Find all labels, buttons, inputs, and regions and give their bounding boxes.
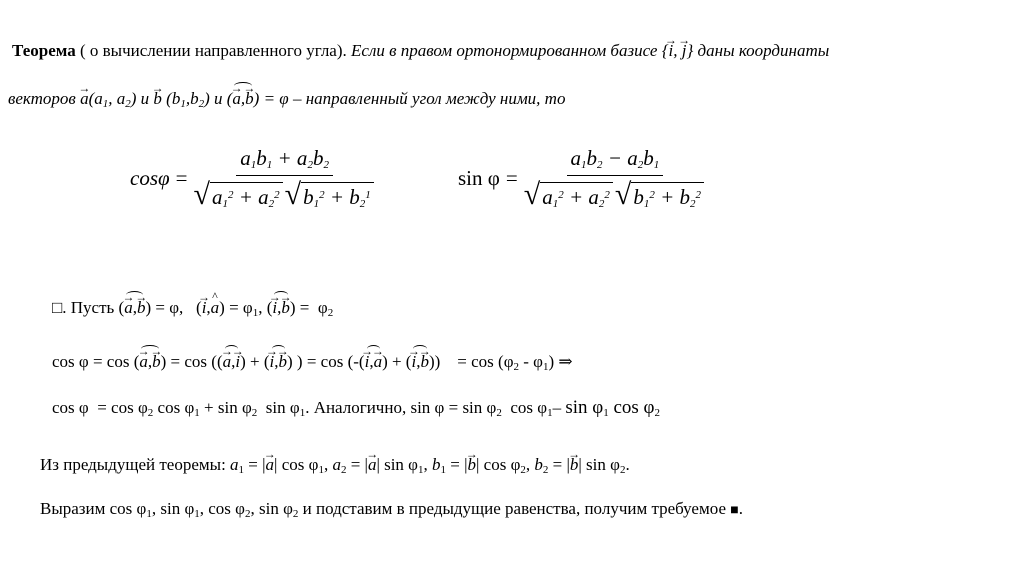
sin-equals: = bbox=[505, 165, 518, 190]
coords-b: $(b_1,b_2)$ и ( bbox=[161, 89, 233, 110]
root-b2: √ $b_1^2 + b_2^2$ bbox=[615, 180, 704, 210]
theorem-statement-line-2 bbox=[8, 84, 565, 110]
root-a: √ $a_1^2 + a_2^2$ bbox=[193, 180, 282, 210]
sin-denominator bbox=[524, 176, 706, 210]
proof-line-5: Выразим $\cos \varphi_1$, $\sin \varphi_1$, $\cos \varphi_2$, $\sin \varphi_2$ и подставим в предыдущие равенства, получим требуемое ■. bbox=[40, 499, 743, 520]
cos-denominator bbox=[193, 176, 375, 210]
sin-formula bbox=[458, 146, 706, 210]
angle-ab bbox=[232, 84, 253, 110]
sin-fraction bbox=[524, 146, 706, 210]
theorem-subtitle: ( о вычислении направленного угла). bbox=[79, 41, 347, 60]
vector-a: → a bbox=[80, 88, 89, 110]
condition-text-end: } даны координаты bbox=[686, 41, 830, 60]
angle-vector-a: → a bbox=[232, 88, 241, 110]
qed-mark: ■ bbox=[730, 503, 739, 518]
line2-end: ) = φ – направленный угол между ними, то bbox=[253, 89, 566, 108]
proof-line-4: Из предыдущей теоремы: $a_1$ = |→ a| $\cos \varphi_1$, $a_2$ = |→ a| $\sin \varphi_1$, $b_1$ = |→ b| $\cos \varphi_2$, $b_2$ = |→ b| $\sin \varphi_2$. bbox=[40, 454, 630, 476]
vector-b: → b bbox=[153, 88, 162, 110]
condition-text: Если в правом ортонормированном базисе { bbox=[351, 41, 669, 60]
basis-vector-j: → j bbox=[682, 40, 687, 62]
theorem-condition bbox=[351, 41, 829, 60]
theorem-statement-line-1 bbox=[12, 40, 829, 62]
angle-vector-b: → b bbox=[245, 88, 254, 110]
root-a2: √ $a_1^2 + a_2^2$ bbox=[524, 180, 613, 210]
proof-box: □ bbox=[52, 298, 63, 317]
proof-line-3: $\cos \varphi = \cos \varphi_2$ $\cos \varphi_1 + \sin \varphi_2$ $\sin \varphi_1$. Аналогично, $\sin \varphi = \sin \varphi_2$ $\cos \varphi_1-$ $\sin \varphi_1$ $\cos \varphi_2$ bbox=[52, 397, 661, 419]
cos-numerator: $a_1b_1 + a_2b_2$ bbox=[236, 146, 333, 176]
basis-separator: , bbox=[673, 41, 682, 60]
cos-fraction bbox=[193, 146, 375, 210]
angle-comma: , bbox=[240, 89, 246, 108]
cos-label: cosφ bbox=[130, 165, 170, 190]
proof-line-1: □. Пусть (→ a,→ b) = φ, (→ i,a ^) = $\varphi_1$, (→ $i,\to b) = \varphi_2$ bbox=[52, 293, 333, 319]
basis-vector-i: → i bbox=[669, 40, 674, 62]
sin-label: sin φ bbox=[458, 165, 500, 190]
line2-start: векторов bbox=[8, 89, 81, 108]
root-b: √ $b_1^2 + b_2^1$ bbox=[285, 180, 374, 210]
sin-numerator: $a_1b_2 - a_2b_1$ bbox=[567, 146, 664, 176]
theorem-title: Теорема bbox=[12, 41, 76, 60]
cos-equals: = bbox=[175, 165, 188, 190]
coords-a: ($a_1$, $a_2$) и bbox=[88, 89, 154, 110]
proof-line-2: cos φ = cos (→ a,→ b) = cos ((→ a,→ i) + (→ i,→ b) ) = cos (-(→ i,→ a) + (→ i,→ b)) = $\cos (\varphi_2 - \varphi_1)$ ⇒ bbox=[52, 347, 573, 373]
cos-formula bbox=[130, 146, 376, 210]
